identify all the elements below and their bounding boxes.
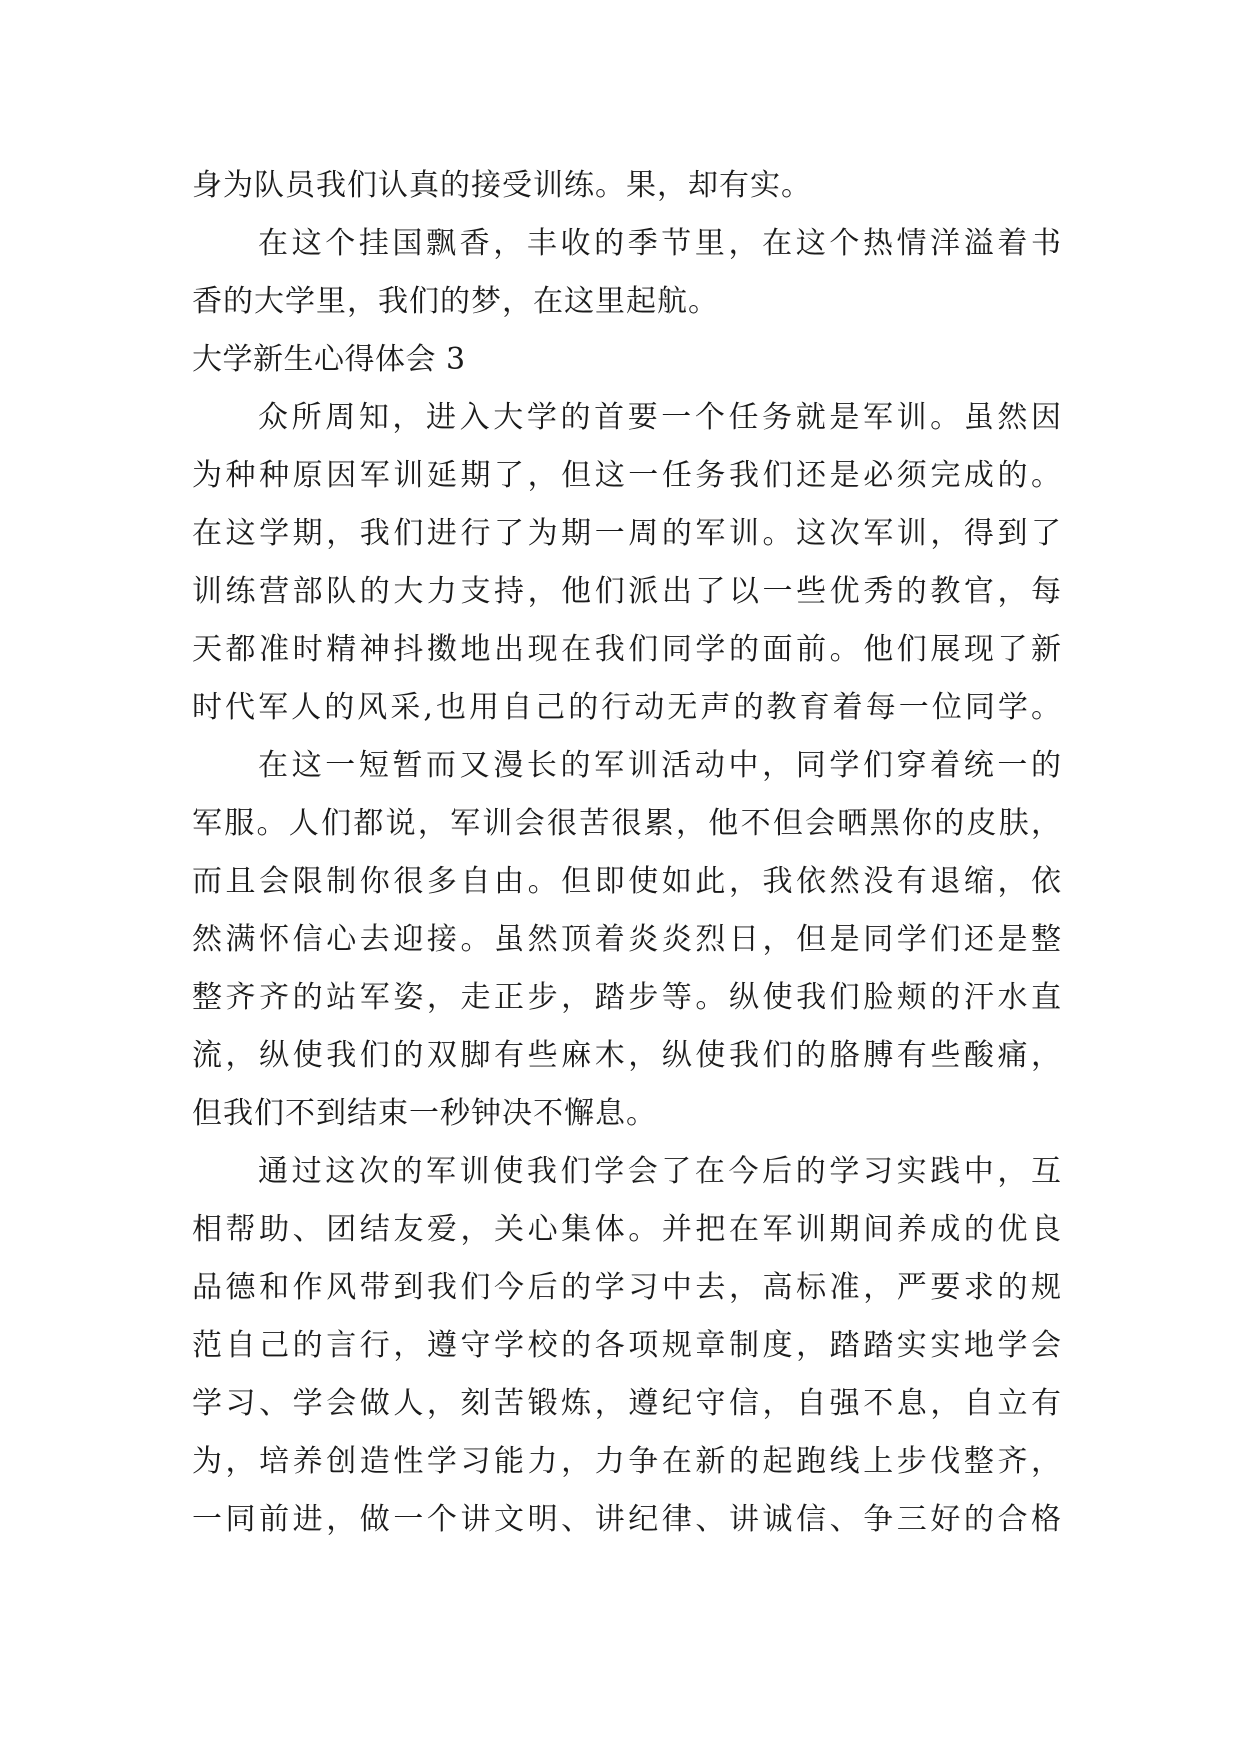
paragraph-line: 品德和作风带到我们今后的学习中去，高标准，严要求的规 (192, 1270, 1062, 1305)
paragraph-line: 在这学期，我们进行了为期一周的军训。这次军训，得到了 (192, 516, 1062, 551)
paragraph-line: 香的大学里，我们的梦，在这里起航。 (192, 284, 719, 319)
paragraph-line: 整齐齐的站军姿，走正步，踏步等。纵使我们脸颊的汗水直 (192, 980, 1062, 1015)
paragraph-line: 训练营部队的大力支持，他们派出了以一些优秀的教官，每 (192, 574, 1062, 609)
paragraph-line: 在这个挂国飘香，丰收的季节里，在这个热情洋溢着书 (258, 226, 1062, 261)
paragraph-line: 一同前进，做一个讲文明、讲纪律、讲诚信、争三好的合格 (192, 1502, 1062, 1537)
paragraph-line: 相帮助、团结友爱，关心集体。并把在军训期间养成的优良 (192, 1212, 1062, 1247)
paragraph-line: 通过这次的军训使我们学会了在今后的学习实践中，互 (258, 1154, 1062, 1189)
paragraph-line: 为种种原因军训延期了，但这一任务我们还是必须完成的。 (192, 458, 1062, 493)
section-heading: 大学新生心得体会 3 (192, 342, 466, 377)
paragraph-line: 天都准时精神抖擞地出现在我们同学的面前。他们展现了新 (192, 632, 1062, 667)
paragraph-line: 身为队员我们认真的接受训练。果，却有实。 (192, 168, 812, 203)
document-body (192, 157, 1062, 1549)
paragraph-line: 学习、学会做人，刻苦锻炼，遵纪守信，自强不息，自立有 (192, 1386, 1062, 1421)
paragraph-line: 流，纵使我们的双脚有些麻木，纵使我们的胳膊有些酸痛， (192, 1038, 1062, 1073)
paragraph-line: 为，培养创造性学习能力，力争在新的起跑线上步伐整齐， (192, 1444, 1062, 1479)
paragraph-line: 时代军人的风采,也用自己的行动无声的教育着每一位同学。 (192, 690, 1062, 725)
paragraph-line: 而且会限制你很多自由。但即使如此，我依然没有退缩，依 (192, 864, 1062, 899)
paragraph-line: 众所周知，进入大学的首要一个任务就是军训。虽然因 (258, 400, 1062, 435)
paragraph-line: 军服。人们都说，军训会很苦很累，他不但会晒黑你的皮肤， (192, 806, 1062, 841)
paragraph-line: 范自己的言行，遵守学校的各项规章制度，踏踏实实地学会 (192, 1328, 1062, 1363)
paragraph-line: 但我们不到结束一秒钟决不懈息。 (192, 1096, 657, 1131)
paragraph-line: 然满怀信心去迎接。虽然顶着炎炎烈日，但是同学们还是整 (192, 922, 1062, 957)
paragraph-line: 在这一短暂而又漫长的军训活动中，同学们穿着统一的 (258, 748, 1062, 783)
